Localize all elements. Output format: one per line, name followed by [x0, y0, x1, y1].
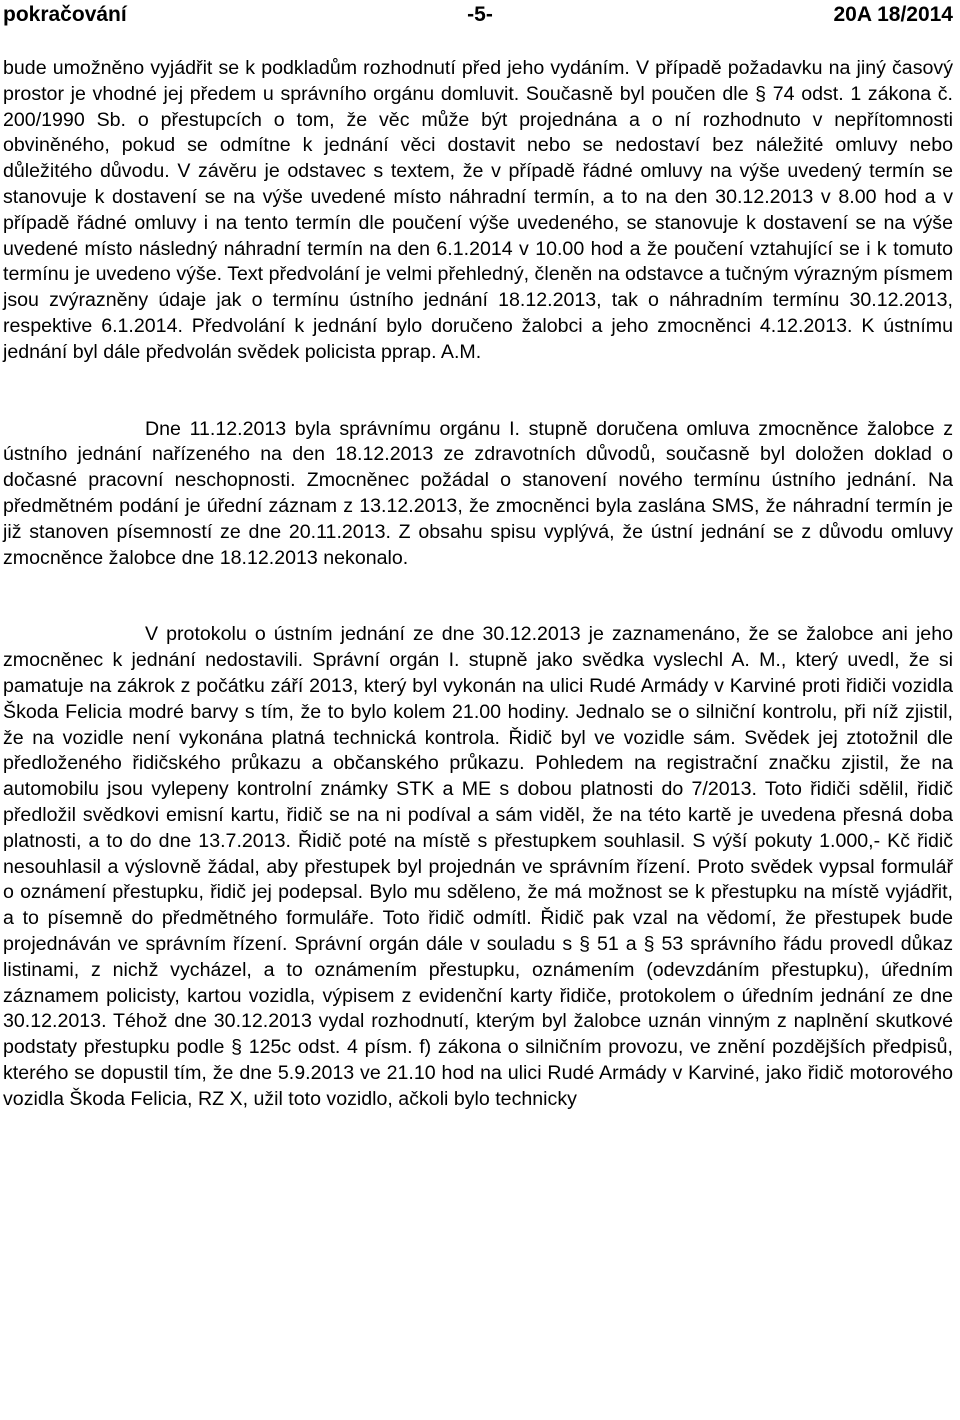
paragraph-summons: bude umožněno vyjádřit se k podkladům rozhodnutí před jeho vydáním. V případě požadavku na jiný časový prostor je vhodné jej předem u správního orgánu domluvit. Současně byl poučen dle § 74 odst. 1 zákona č. 200/1990 Sb. o přestupcích o tom, že věc může být projednána a o ní rozhodnuto v nepřítomnosti obviněného, pokud se odmítne k jednání věci dostavit nebo se nedostaví bez náležité omluvy nebo důležitého důvodu. V závěru je odstavec s textem, že v případě řádné omluvy na výše uvedený termín se stanovuje k dostavení se na výše uvedené místo náhradní termín, a to na den 30.12.2013 v 8.00 hod a v případě řádné omluvy i na tento termín dle poučení výše uvedeného, se stanovuje k dostavení se na výše uvedené místo následný náhradní termín na den 6.1.2014 v 10.00 hod a že poučení vztahující se i k tomuto termínu je uvedeno výše. Text předvolání je velmi přehledný, členěn na odstavce a tučným výrazným písmem jsou zvýrazněny údaje jak o termínu ústního jednání 18.12.2013, tak o náhradním termínu 30.12.2013, respektive 6.1.2014. Předvolání k jednání bylo doručeno žalobci a jeho zmocněnci 4.12.2013. K ústnímu jednání byl dále předvolán svědek policista pprap. A.M.	[3, 57, 953, 363]
paragraph-excuse: Dne 11.12.2013 byla správnímu orgánu I. stupně doručena omluva zmocněnce žalobce z ústního jednání nařízeného na den 18.12.2013 ze zdravotních důvodů, současně byl doložen doklad o dočasné pracovní neschopnosti. Zmocněnec požádal o stanovení nového termínu ústního jednání. Na předmětném podání je úřední záznam z 13.12.2013, že zmocněnci byla zaslána SMS, že náhradní termín je již stanoven písemností ze dne 20.11.2013. Z obsahu spisu vyplývá, že ústní jednání se z důvodu omluvy zmocněnce žalobce dne 18.12.2013 nekonalo.	[3, 417, 953, 569]
page-header	[3, 0, 953, 34]
case-number: 20A 18/2014	[833, 3, 953, 26]
header-continuation-label: pokračování	[3, 3, 127, 26]
paragraph-protocol: V protokolu o ústním jednání ze dne 30.12.2013 je zaznamenáno, že se žalobce ani jeho zmocněnec k jednání nedostavili. Správní orgán I. stupně jako svědka vyslechl A. M., který uvedl, že si pamatuje na zákrok z počátku září 2013, který byl vykonán na ulici Rudé Armády v Karviné proti řidiči vozidla Škoda Felicia modré barvy s tím, že to bylo kolem 21.00 hodiny. Jednalo se o silniční kontrolu, při níž zjistil, že na vozidle není vykonána platná technická kontrola. Řidič byl ve vozidle sám. Svědek jej ztotožnil dle předloženého řidičského průkazu a občanského průkazu. Pohledem na registrační značku zjistil, že na automobilu jsou vylepeny kontrolní známky STK a ME s dobou platnosti do 7/2013. Toto řidiči sdělil, řidič předložil svědkovi emisní kartu, řidič se na ni podíval a sám viděl, že na této kartě je uvedena přesná doba platnosti, a to do dne 13.7.2013. Řidič poté na místě s přestupkem souhlasil. S výší pokuty 1.000,- Kč řidič nesouhlasil a výslovně žádal, aby přestupek byl projednán ve správním řízení. Proto svědek vypsal formulář o oznámení přestupku, řidič jej podepsal. Bylo mu sděleno, že má možnost se k přestupku na místě vyjádřit, a to písemně do předmětného formuláře. Toto řidič odmítl. Řidič pak vzal na vědomí, že přestupek bude projednáván ve správním řízení. Správní orgán dále v souladu s § 51 a § 53 správního řádu provedl důkaz listinami, z nichž vycházel, a to oznámením přestupku, oznámením (odevzdáním přestupku), úředním záznamem policisty, kartou vozidla, výpisem z evidenční karty řidiče, protokolem o úředním jednání ze dne 30.12.2013. Téhož dne 30.12.2013 vydal rozhodnutí, kterým byl žalobce uznán vinným z naplnění skutkové podstaty přestupku podle § 125c odst. 4 písm. f) zákona o silničním provozu, ve znění pozdějších předpisů, kterého se dopustil tím, že dne 5.9.2013 ve 21.10 hod na ulici Rudé Armády v Karviné, jako řidič motorového vozidla Škoda Felicia, RZ X, užil toto vozidlo, ačkoli bylo technicky	[3, 623, 953, 1110]
page-number: -5-	[467, 3, 493, 26]
